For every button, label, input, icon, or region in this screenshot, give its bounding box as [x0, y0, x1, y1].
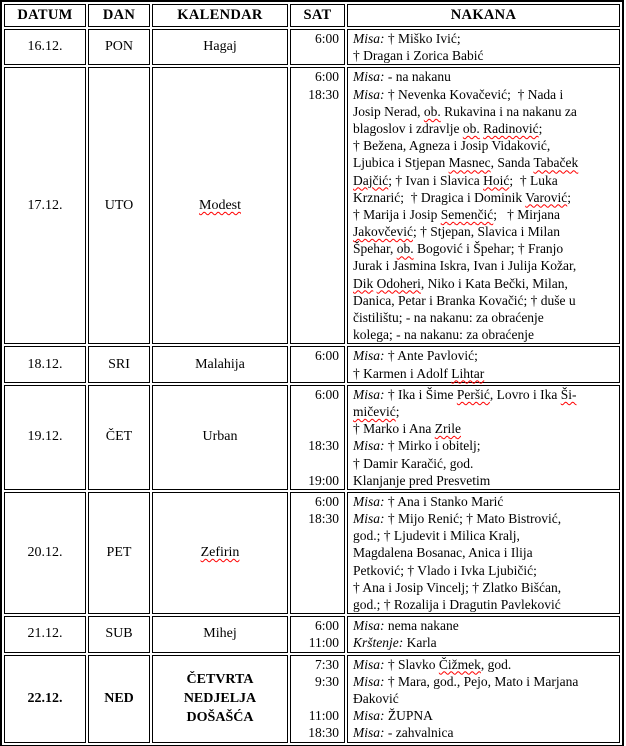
date-cell: 18.12. [4, 346, 86, 382]
misspelled-word: Ši- [560, 386, 577, 402]
date-cell: 22.12. [4, 655, 86, 743]
table-row [4, 492, 620, 614]
text-segment: † Slavko [384, 656, 439, 672]
text-segment: Urban [202, 429, 238, 445]
text-segment: Danica, Petar i Branka Kovačić; † duše u [353, 292, 576, 308]
day-cell: UTO [88, 67, 150, 344]
text-segment: ; [395, 403, 400, 419]
time-line: 11:00 [308, 635, 339, 651]
italic-label: Misa: [353, 493, 385, 509]
nakana-line [353, 673, 619, 690]
nakana-cell [347, 67, 620, 344]
calendar-line [153, 708, 287, 727]
time-line [291, 455, 339, 472]
time-line: 7:30 [314, 656, 339, 672]
text-segment: † Bežena, Agneza i Josip Vidaković, [353, 138, 551, 154]
misspelled-word: Modest [199, 197, 241, 213]
header-kalendar: KALENDAR [152, 4, 288, 27]
time-cell [290, 655, 345, 743]
text-segment: Krznarić; † Dragica i Dominik [353, 189, 526, 205]
italic-label: Misa: [353, 511, 385, 527]
nakana-line [353, 365, 619, 382]
calendar-cell [152, 492, 288, 614]
time-line: 18:30 [308, 511, 339, 527]
text-segment: Mihej [203, 626, 237, 642]
text-segment: , Sanda [490, 155, 534, 171]
text-segment: ; † Luka [509, 172, 558, 188]
text-segment: † Mirko i obitelj; [384, 438, 481, 454]
nakana-line [353, 240, 619, 257]
text-segment: ; † Stjepan, Slavica i Milan [412, 224, 560, 240]
time-line: 6:00 [314, 493, 339, 509]
calendar-cell [152, 616, 288, 652]
misspelled-word: Radinović [483, 120, 539, 136]
table-row [4, 655, 620, 743]
header-datum: DATUM [4, 4, 86, 27]
calendar-cell [152, 346, 288, 382]
text-segment: † Marija i Josip [353, 206, 441, 222]
time-cell [290, 67, 345, 344]
text-segment: Magdalena Bosanac, Anica i Ilija [353, 545, 533, 561]
text-segment: ŽUPNA [384, 708, 433, 724]
misspelled-word: Hoić [483, 172, 510, 188]
time-line [291, 690, 339, 707]
calendar-line [153, 689, 287, 708]
time-cell [290, 616, 345, 652]
time-line [291, 420, 339, 437]
text-segment: Petković; † Vlado i Ivka Ljubičić; [353, 562, 537, 578]
italic-label: Misa: [353, 618, 385, 634]
calendar-cell [152, 29, 288, 65]
nakana-cell [347, 346, 620, 382]
nakana-cell [347, 385, 620, 490]
misspelled-word: Zefirin [200, 545, 240, 561]
nakana-line [353, 47, 619, 64]
calendar-cell [152, 385, 288, 490]
italic-label: Misa: [353, 708, 385, 724]
nakana-line [353, 386, 619, 403]
text-segment: NEDJELJA [183, 691, 257, 707]
text-segment: † Ana i Stanko Marić [384, 493, 504, 509]
misspelled-word: Zrile [434, 421, 461, 437]
text-segment: † Damir Karačić, god. [353, 455, 474, 471]
text-segment: Jurak i Jasmina Iskra, Ivan i Julija Kožar, [353, 258, 577, 274]
calendar-cell [152, 67, 288, 344]
nakana-line [353, 634, 619, 651]
text-segment: god.; † Ljudevit i Milica Kralj, [353, 528, 520, 544]
nakana-line [353, 326, 619, 343]
date-cell: 16.12. [4, 29, 86, 65]
italic-label: Misa: [353, 725, 385, 741]
date-cell: 17.12. [4, 67, 86, 344]
misspelled-word: ob. [423, 103, 441, 119]
text-segment: čistilištu; - na nakanu: za obraćenje [353, 310, 544, 325]
text-segment: kolega; - na nakanu: za obraćenje [353, 327, 535, 343]
text-segment: nema nakane [384, 618, 459, 634]
text-segment: Bogović i Špehar; † Franjo [413, 241, 564, 257]
time-line [291, 403, 339, 420]
time-line: 6:00 [314, 386, 339, 402]
text-segment: ; [538, 120, 543, 136]
text-segment: Špehar, [353, 241, 397, 257]
italic-label: Misa: [353, 31, 385, 46]
nakana-line [353, 172, 619, 189]
text-segment: † Miško Ivić; [384, 31, 461, 46]
nakana-line [353, 707, 619, 724]
text-segment: ČETVRTA [186, 672, 254, 688]
nakana-line [353, 437, 619, 454]
day-cell: SRI [88, 346, 150, 382]
misspelled-word: Semenčić [440, 206, 494, 222]
day-cell: PON [88, 29, 150, 65]
day-cell: ČET [88, 385, 150, 490]
date-cell: 19.12. [4, 385, 86, 490]
table-row [4, 346, 620, 382]
nakana-line [353, 510, 619, 527]
italic-label: Misa: [353, 86, 385, 102]
header-sat: SAT [290, 4, 345, 27]
text-segment: blagoslov i zdravlje [353, 120, 463, 136]
misspelled-word: Lihtar [451, 365, 485, 381]
nakana-line [353, 562, 619, 579]
nakana-cell [347, 655, 620, 743]
text-segment: , god. [480, 656, 512, 672]
nakana-line [353, 493, 619, 510]
misspelled-word: Tabaček [533, 155, 579, 171]
misspelled-word: Dik [353, 275, 374, 291]
table-row [4, 616, 620, 652]
misspelled-word: ob. [462, 120, 480, 136]
text-segment: Ljubica i Stjepan [353, 155, 449, 171]
nakana-cell [347, 29, 620, 65]
date-cell: 21.12. [4, 616, 86, 652]
header-row [4, 4, 620, 27]
nakana-line [353, 120, 619, 137]
text-segment: - na nakanu [384, 69, 451, 85]
text-segment: † Ika i Šime [384, 386, 457, 402]
italic-label: Misa: [353, 348, 385, 364]
time-line: 18:30 [308, 86, 339, 102]
text-segment: DOŠAŠĆA [186, 710, 254, 726]
day-cell: NED [88, 655, 150, 743]
nakana-line [353, 292, 619, 309]
time-cell [290, 29, 345, 65]
header-dan: DAN [88, 4, 150, 27]
time-line: 6:00 [314, 618, 339, 634]
nakana-line [353, 656, 619, 673]
table-row [4, 29, 620, 65]
time-line: 18:30 [308, 438, 339, 454]
misspelled-word: Odoheri [376, 275, 421, 291]
day-cell: PET [88, 492, 150, 614]
text-segment: † Nevenka Kovačević; † Nada i [384, 86, 564, 102]
nakana-line [353, 68, 619, 85]
text-segment: † Ana i Josip Vincelj; † Zlatko Bišćan, [353, 579, 562, 595]
nakana-line [353, 154, 619, 171]
schedule-rows [4, 29, 620, 743]
text-segment: - zahvalnica [384, 725, 454, 741]
day-cell: SUB [88, 616, 150, 652]
text-segment: Malahija [195, 356, 245, 372]
time-line: 6:00 [314, 31, 339, 46]
text-segment: † Mijo Renić; † Mato Bistrović, [384, 511, 562, 527]
nakana-line [353, 347, 619, 364]
nakana-line [353, 724, 619, 741]
header-nakana: NAKANA [347, 4, 620, 27]
time-cell [290, 492, 345, 614]
nakana-line [353, 455, 619, 472]
italic-label: Misa: [353, 69, 385, 85]
nakana-line [353, 86, 619, 103]
nakana-line [353, 527, 619, 544]
text-segment: , Lovro i Ika [489, 386, 561, 402]
time-line: 6:00 [314, 348, 339, 364]
nakana-line [353, 690, 619, 707]
misspelled-word: ob. [396, 241, 414, 257]
misspelled-word: Masnec [448, 155, 491, 171]
nakana-line [353, 579, 619, 596]
date-cell: 20.12. [4, 492, 86, 614]
nakana-line [353, 309, 619, 326]
text-segment: god.; † Rozalija i Dragutin Pavleković [353, 597, 561, 612]
nakana-line [353, 617, 619, 634]
nakana-line [353, 544, 619, 561]
nakana-line [353, 103, 619, 120]
nakana-line [353, 420, 619, 437]
nakana-line [353, 189, 619, 206]
italic-label: Misa: [353, 438, 385, 454]
nakana-line [353, 403, 619, 420]
misspelled-word: Dajčić [353, 172, 389, 188]
text-segment: Josip Nerad, [353, 103, 424, 119]
calendar-cell [152, 655, 288, 743]
nakana-line [353, 137, 619, 154]
misspelled-word: Jakovčević [353, 224, 413, 240]
time-cell [290, 385, 345, 490]
text-segment: , Niko i Kata Bečki, Milan, [420, 275, 568, 291]
nakana-cell [347, 492, 620, 614]
nakana-line [353, 223, 619, 240]
nakana-line [353, 275, 619, 292]
table-row [4, 385, 620, 490]
italic-label: Misa: [353, 673, 385, 689]
text-segment: ; [567, 189, 571, 205]
table-row [4, 67, 620, 344]
nakana-line [353, 596, 619, 613]
time-line: 11:00 [308, 708, 339, 724]
misspelled-word: Peršić [456, 386, 490, 402]
text-segment: Đaković [353, 690, 399, 706]
nakana-line [353, 257, 619, 274]
text-segment: † Dragan i Zorica Babić [353, 48, 484, 64]
text-segment: † Marko i Ana [353, 421, 435, 437]
nakana-line [353, 30, 619, 47]
text-segment: Klanjanje pred Presvetim [353, 472, 491, 488]
nakana-line [353, 206, 619, 223]
time-line: 19:00 [308, 472, 339, 488]
time-line: 6:00 [314, 69, 339, 85]
time-line: 9:30 [314, 673, 339, 689]
italic-label: Krštenje: [353, 635, 404, 651]
calendar-line [153, 670, 287, 689]
text-segment: ; † Ivan i Slavica [388, 172, 484, 188]
nakana-cell [347, 616, 620, 652]
time-line: 18:30 [308, 725, 339, 741]
italic-label: Misa: [353, 386, 385, 402]
time-cell [290, 346, 345, 382]
misspelled-word: mičević [353, 403, 396, 419]
italic-label: Misa: [353, 656, 385, 672]
text-segment: Karla [403, 635, 437, 651]
text-segment: † Mara, god., Pejo, Mato i Marjana [384, 673, 579, 689]
misspelled-word: Varović [525, 189, 568, 205]
nakana-line [353, 472, 619, 489]
text-segment: Rukavina i na nakanu za [440, 103, 577, 119]
text-segment: † Ante Pavlović; [384, 348, 478, 364]
text-segment: Hagaj [203, 39, 237, 55]
text-segment: ; † Mirjana [493, 206, 560, 222]
misspelled-word: Čižmek [438, 656, 481, 672]
text-segment: † Karmen i Adolf [353, 365, 452, 381]
